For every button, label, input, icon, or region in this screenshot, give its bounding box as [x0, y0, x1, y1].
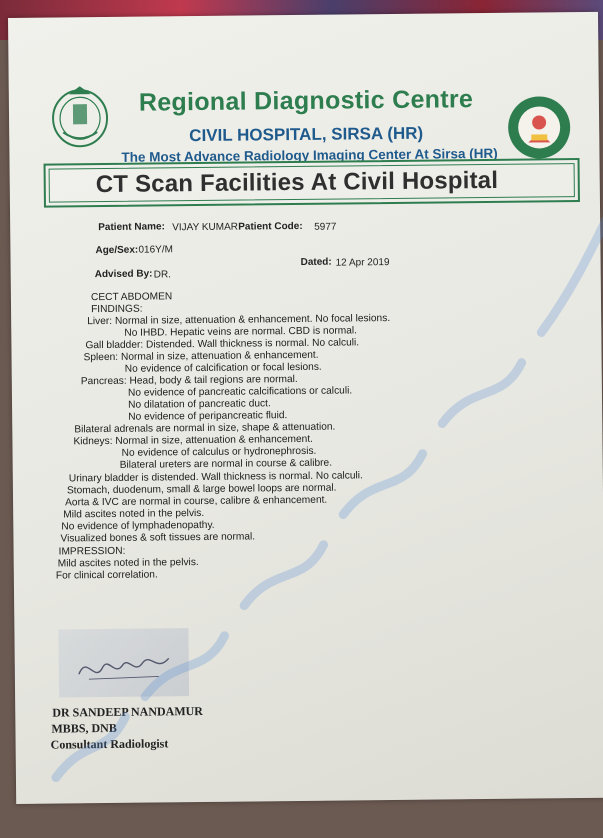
report-line: No evidence of lymphadenopathy.	[61, 519, 215, 533]
banner-title: CT Scan Facilities At Civil Hospital	[95, 166, 499, 199]
impression-label: IMPRESSION:	[58, 545, 126, 558]
patient-code-label: Patient Code:	[238, 220, 303, 233]
ct-scan-banner	[44, 158, 580, 208]
patient-name-value: VIJAY KUMAR	[172, 221, 239, 234]
report-line: Spleen: Normal in size, attenuation & enhancement.	[83, 349, 319, 364]
advised-by-value: DR.	[153, 269, 171, 281]
patient-code-value: 5977	[314, 221, 337, 233]
exam-title: CECT ABDOMEN	[90, 291, 173, 304]
clinical-correlation: For clinical correlation.	[55, 569, 158, 582]
report-line: Bilateral adrenals are normal in size, shape & attenuation.	[74, 421, 336, 436]
report-paper	[8, 12, 603, 804]
haryana-emblem-icon	[49, 82, 112, 151]
report-line: Bilateral ureters are normal in course & calibre.	[119, 457, 333, 471]
doctor-degree: MBBS, DNB	[51, 720, 117, 736]
report-line: Liver: Normal in size, attenuation & enhancement. No focal lesions.	[87, 313, 391, 328]
dated-value: 12 Apr 2019	[335, 257, 390, 269]
report-line: Mild ascites noted in the pelvis.	[63, 507, 205, 521]
report-line: Kidneys: Normal in size, attenuation & enhancement.	[73, 433, 314, 448]
impression-text: Mild ascites noted in the pelvis.	[57, 557, 199, 570]
beti-bachao-logo-icon	[506, 94, 573, 161]
report-line: No IHBD. Hepatic veins are normal. CBD is normal.	[124, 325, 358, 339]
signature-icon	[58, 628, 189, 697]
agesex-value: 016Y/M	[138, 244, 173, 256]
center-title: Regional Diagnostic Centre	[138, 85, 474, 117]
hospital-name: CIVIL HOSPITAL, SIRSA (HR)	[189, 123, 424, 146]
report-line: Aorta & IVC are normal in course, calibre & enhancement.	[65, 494, 328, 509]
doctor-title: Consultant Radiologist	[50, 736, 169, 752]
report-line: Stomach, duodenum, small & large bowel loops are normal.	[66, 482, 337, 497]
agesex-label: Age/Sex:	[95, 244, 139, 257]
dated-label: Dated:	[300, 256, 332, 268]
signature-area	[58, 628, 189, 697]
tagline: The Most Advance Radiology Imaging Center At Sirsa (HR)	[121, 145, 498, 165]
report-line: Visualized bones & soft tissues are normal.	[60, 531, 256, 545]
report-line: Urinary bladder is distended. Wall thickness is normal. No calculi.	[68, 470, 363, 485]
report-line: No evidence of calcification or focal lesions.	[124, 361, 322, 375]
report-line: Pancreas: Head, body & tail regions are normal.	[80, 373, 298, 388]
patient-name-label: Patient Name:	[98, 221, 165, 234]
report-line: No evidence of calculus or hydronephrosis.	[121, 445, 317, 459]
report-line: No evidence of pancreatic calcifications or calculi.	[127, 385, 353, 399]
findings-label: FINDINGS:	[91, 303, 143, 316]
doctor-name: DR SANDEEP NANDAMUR	[52, 703, 204, 720]
report-line: No dilatation of pancreatic duct.	[128, 398, 271, 411]
report-line: Gall bladder: Distended. Wall thickness is normal. No calculi.	[85, 337, 360, 352]
report-line: No evidence of peripancreatic fluid.	[128, 410, 288, 423]
advised-by-label: Advised By:	[94, 268, 153, 281]
